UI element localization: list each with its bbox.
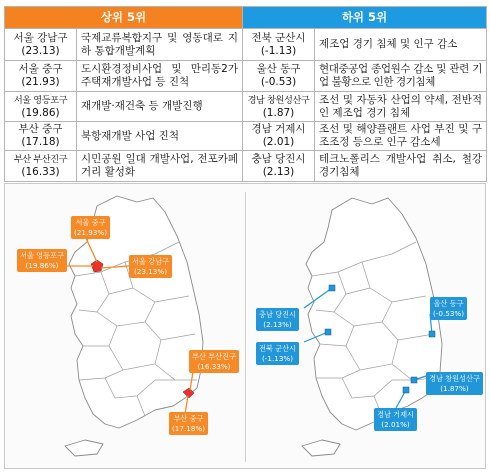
table-header-row: [5, 7, 487, 29]
region-value: (23.13): [21, 44, 60, 57]
jeju-island: [302, 440, 340, 456]
label-changwon-seongsan: 경남 창원성산구 (1.87%): [426, 372, 483, 395]
region-name: 전북 군산시: [251, 31, 306, 44]
region-value: (1.87): [262, 106, 295, 119]
region-value: (2.13): [262, 166, 295, 178]
top5-map: [5, 184, 245, 468]
region-name: 경남 창원성산구: [247, 94, 310, 106]
bottom-desc-cell: 테크노폴리스 개발사업 취소, 철강경기침체: [315, 151, 487, 182]
label-seoul-gangnam: 서울 강남구 (23.13%): [129, 255, 172, 278]
label-ulsan-donggu: 울산 동구 (-0.53%): [430, 297, 467, 320]
bottom-desc-cell: 조선 및 해양플랜트 사업 부진 및 구조조정 등으로 인구 감소세: [315, 122, 487, 151]
bottom-region-cell: [243, 151, 315, 182]
top-desc-cell: 국제교류복합지구 및 영동대로 지하 통합개발계획: [77, 29, 243, 61]
top-desc-cell: 도시환경정비사업 및 만리동2가 주택재개발사업 등 진척: [77, 61, 243, 92]
map-panel: [4, 183, 486, 469]
region-name: 서울 영등포구: [13, 94, 68, 106]
bottom-region-cell: [243, 92, 315, 122]
label-seoul-junggu: 서울 중구 (21.93%): [71, 216, 110, 239]
label-seoul-yeongdeungpo: 서울 영등포구 (19.86%): [17, 249, 67, 272]
ulsan-donggu-marker: [429, 331, 435, 337]
bottom5-map: [246, 184, 486, 468]
region-name: 경남 거제시: [251, 123, 306, 135]
region-value: (19.86): [21, 106, 60, 119]
label-busan-junggu: 부산 중구 (17.18%): [169, 412, 208, 435]
bottom-region-cell: [243, 61, 315, 92]
table-row: [5, 61, 487, 92]
region-value: (-0.53): [260, 76, 297, 88]
region-value: (21.93): [21, 76, 60, 88]
label-geoje: 경남 거제시 (2.01%): [374, 408, 417, 431]
top-region-cell: [5, 92, 77, 122]
dangjin-marker: [329, 285, 335, 291]
table-row: [5, 122, 487, 151]
header-top5: 상위 5위: [5, 7, 243, 29]
korea-map-top: [5, 184, 245, 468]
region-name: 부산 부산진구: [13, 154, 68, 165]
top-desc-cell: 북항재개발 사업 진척: [77, 122, 243, 151]
label-busan-busanjin: 부산 부산진구 (16.33%): [189, 350, 239, 373]
region-name: 부산 중구: [18, 123, 63, 135]
jeju-island: [65, 440, 103, 456]
region-name: 울산 동구: [256, 63, 301, 75]
korea-outline: [306, 198, 442, 430]
top-region-cell: [5, 29, 77, 61]
top-desc-cell: 재개발·재건축 등 개발진행: [77, 92, 243, 122]
header-bottom5: 하위 5위: [243, 7, 487, 29]
region-value: (16.33): [21, 166, 60, 178]
bottom-region-cell: [243, 122, 315, 151]
gunsan-marker: [325, 329, 331, 335]
label-dangjin: 충남 당진시 (2.13%): [256, 308, 299, 331]
bottom-region-cell: [243, 29, 315, 61]
bottom-desc-cell: 조선 및 자동차 산업의 약세, 전반적인 제조업 경기 침체: [315, 92, 487, 122]
table-row: [5, 92, 487, 122]
table-row: [5, 151, 487, 182]
bottom-desc-cell: 제조업 경기 침체 및 인구 감소: [315, 29, 487, 61]
region-value: (-1.13): [260, 44, 297, 57]
region-value: (17.18): [21, 136, 60, 148]
region-name: 서울 강남구: [13, 31, 68, 44]
changwon-marker: [411, 377, 417, 383]
top-region-cell: [5, 151, 77, 182]
table-row: [5, 29, 487, 61]
top-desc-cell: 시민공원 일대 개발사업, 전포카페거리 활성화: [77, 151, 243, 182]
bottom-desc-cell: 현대중공업 종업원수 감소 및 관련 기업 불황으로 인한 경기침체: [315, 61, 487, 92]
region-name: 서울 중구: [18, 63, 63, 75]
label-gunsan: 전북 군산시 (-1.13%): [256, 342, 299, 365]
top-region-cell: [5, 122, 77, 151]
ranking-table: [4, 6, 487, 182]
geoje-marker: [403, 387, 409, 393]
top-region-cell: [5, 61, 77, 92]
region-name: 충남 당진시: [251, 153, 306, 165]
region-value: (2.01): [262, 136, 295, 148]
